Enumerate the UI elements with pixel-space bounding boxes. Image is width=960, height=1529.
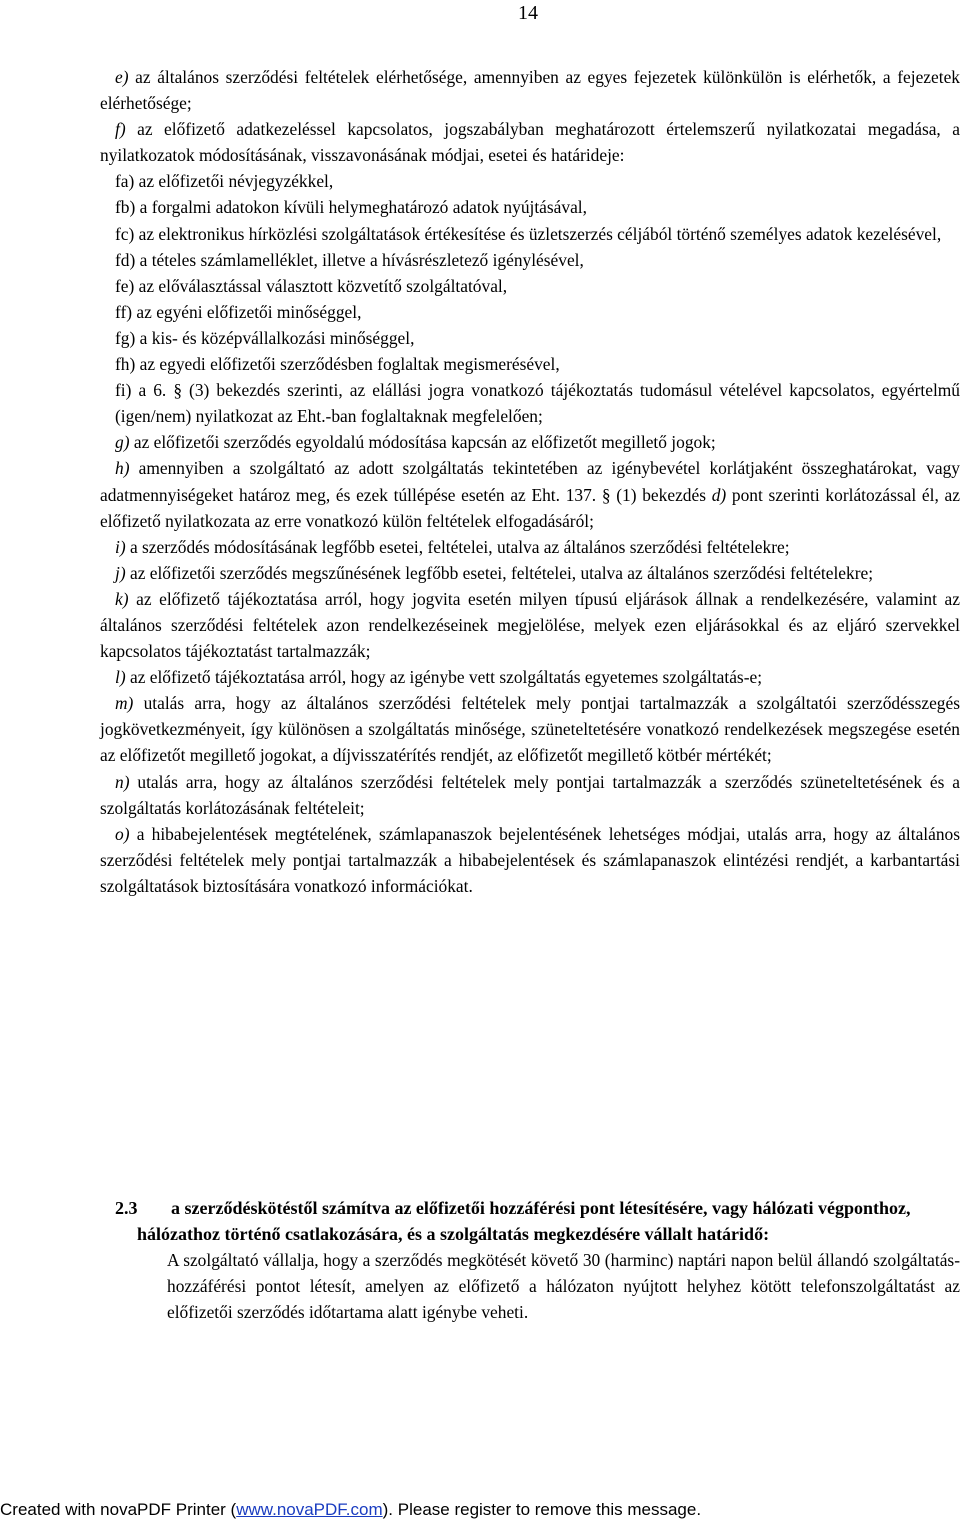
section-heading-text: a szerződéskötéstől számítva az előfizetői hozzáférési pont létesítésére, vagy hálózati végponthoz, hálózathoz történő csatlakozására, és a szolgáltatás megkezdésére vállalt határidő: — [137, 1198, 911, 1244]
item-letter: o) — [115, 823, 130, 844]
list-item-i — [100, 534, 960, 560]
item-letter: k) — [115, 588, 129, 609]
item-letter: h) — [115, 458, 130, 479]
subitem-fh: fh) az egyedi előfizetői szerződésben foglaltak megismerésével, — [115, 354, 560, 375]
item-text-continued: pont szerinti korlátozással él, az előfizető nyilatkozata az erre vonatkozó külön feltételek elfogadásáról; — [100, 484, 960, 531]
list-item-f — [100, 116, 960, 168]
footer-suffix: ). Please register to remove this message. — [382, 1500, 702, 1519]
item-text: az előfizető tájékoztatása arról, hogy jogvita esetén milyen típusú eljárások állnak a rendelkezésére, valamint az általános szerződési feltételek azon rendelkezéseinek megjelölése, melyek ezen eljárásokkal és az eljáró szervekkel kapcsolatos tájékoztatást tartalmazzák; — [100, 588, 960, 662]
item-letter: f) — [115, 119, 126, 140]
item-letter: l) — [115, 667, 126, 688]
section-number: 2.3 — [115, 1198, 138, 1218]
item-text: az előfizetői szerződés egyoldalú módosítása kapcsán az előfizetőt megillető jogok; — [129, 432, 716, 453]
section-body: A szolgáltató vállalja, hogy a szerződés megkötését követő 30 (harminc) naptári napon belül állandó szolgáltatás-hozzáférési pontot létesít, amelyen az előfizető a hálózaton nyújtott helyhez kötött telefonszolgáltatást az előfizetői szerződés időtartama alatt igénybe veheti. — [167, 1250, 960, 1322]
item-text: az előfizető tájékoztatása arról, hogy az igénybe vett szolgáltatás egyetemes szolgáltatás-e; — [125, 667, 763, 688]
item-letter: j) — [115, 562, 126, 583]
watermark-footer — [0, 1500, 960, 1520]
subitem-fg: fg) a kis- és középvállalkozási minőséggel, — [115, 327, 415, 348]
list-item-n — [100, 769, 960, 821]
item-text: az általános szerződési feltételek elérhetősége, amennyiben az egyes fejezetek különkülön is elérhetők, a fejezetek elérhetősége; — [100, 67, 960, 114]
item-text: az előfizető adatkezeléssel kapcsolatos, jogszabályban meghatározott értelemszerű nyilatkozatai megadása, a nyilatkozatok módosításának, visszavonásának módjai, esetei és határideje: — [100, 119, 960, 166]
footer-prefix: Created with novaPDF Printer ( — [0, 1500, 237, 1519]
section-2-3 — [115, 1195, 960, 1325]
list-item-h — [100, 455, 960, 533]
item-text: utalás arra, hogy az általános szerződési feltételek mely pontjai tartalmazzák a szolgáltatói szerződésszegés jogkövetkezményeit, így különösen a szolgáltatás minősége, szüneteltetésére vonatkozó rendelkezések megszegése esetén az előfizetőt megillető jogokat, a díjvisszatérítés rendjét, az előfizetőt megillető kötbér mértékét; — [100, 693, 960, 766]
list-item-m — [100, 690, 960, 768]
item-italic-ref: d) — [711, 484, 727, 505]
subitem-fa: fa) az előfizetői névjegyzékkel, — [115, 171, 334, 192]
page-number: 14 — [518, 2, 538, 24]
item-text: utalás arra, hogy az általános szerződési feltételek mely pontjai tartalmazzák a szerződés szüneteltetésének és a szolgáltatás korlátozásának feltételeit; — [100, 771, 960, 818]
item-letter: e) — [115, 67, 129, 87]
document-body — [100, 64, 960, 899]
subitem-fi: fi) a 6. § (3) bekezdés szerinti, az elállási jogra vonatkozó tájékoztatás tudomásul vételével kapcsolatos, egyértelmű (igen/nem) nyilatkozat az Eht.-ban foglaltaknak megfelelően; — [115, 380, 960, 427]
list-item-l — [100, 664, 960, 690]
item-letter: n) — [115, 771, 130, 792]
list-item-o — [100, 821, 960, 899]
list-item-j — [100, 560, 960, 586]
item-text: amennyiben a szolgáltató az adott szolgáltatás tekintetében az igénybevétel korlátjaként összeghatárokat, vagy adatmennyiségeket határoz meg, és ezek túllépése esetén az Eht. 137. § (1) bekezdés — [100, 458, 960, 505]
list-item-k — [100, 586, 960, 664]
item-letter: i) — [115, 536, 126, 557]
item-text: a szerződés módosításának legfőbb esetei, feltételei, utalva az általános szerződési feltételekre; — [125, 536, 790, 557]
footer-link[interactable]: www.novaPDF.com — [236, 1500, 383, 1519]
subitem-fc: fc) az elektronikus hírközlési szolgáltatások értékesítése és üzletszerzés céljából történő személyes adatok kezelésével, — [115, 223, 942, 244]
subitem-fd: fd) a tételes számlamelléklet, illetve a hívásrészletező igénylésével, — [115, 249, 584, 270]
list-item-e — [100, 64, 960, 116]
subitem-fe: fe) az előválasztással választott közvetítő szolgáltatóval, — [115, 275, 508, 296]
section-heading — [115, 1195, 960, 1247]
item-text: az előfizetői szerződés megszűnésének legfőbb esetei, feltételei, utalva az általános szerződési feltételekre; — [125, 562, 874, 583]
item-letter: g) — [115, 432, 130, 453]
item-text: a hibabejelentések megtételének, számlapanaszok bejelentésének lehetséges módjai, utalás arra, hogy az általános szerződési feltételek mely pontjai tartalmazzák a hibabejelentések és számlapanaszok elintézési rendjét, a karbantartási szolgáltatások biztosítására vonatkozó információkat. — [100, 823, 960, 896]
list-item-g — [100, 429, 960, 455]
item-letter: m) — [115, 693, 134, 714]
subitem-ff: ff) az egyéni előfizetői minőséggel, — [115, 301, 362, 322]
subitem-fb: fb) a forgalmi adatokon kívüli helymeghatározó adatok nyújtásával, — [115, 197, 587, 218]
